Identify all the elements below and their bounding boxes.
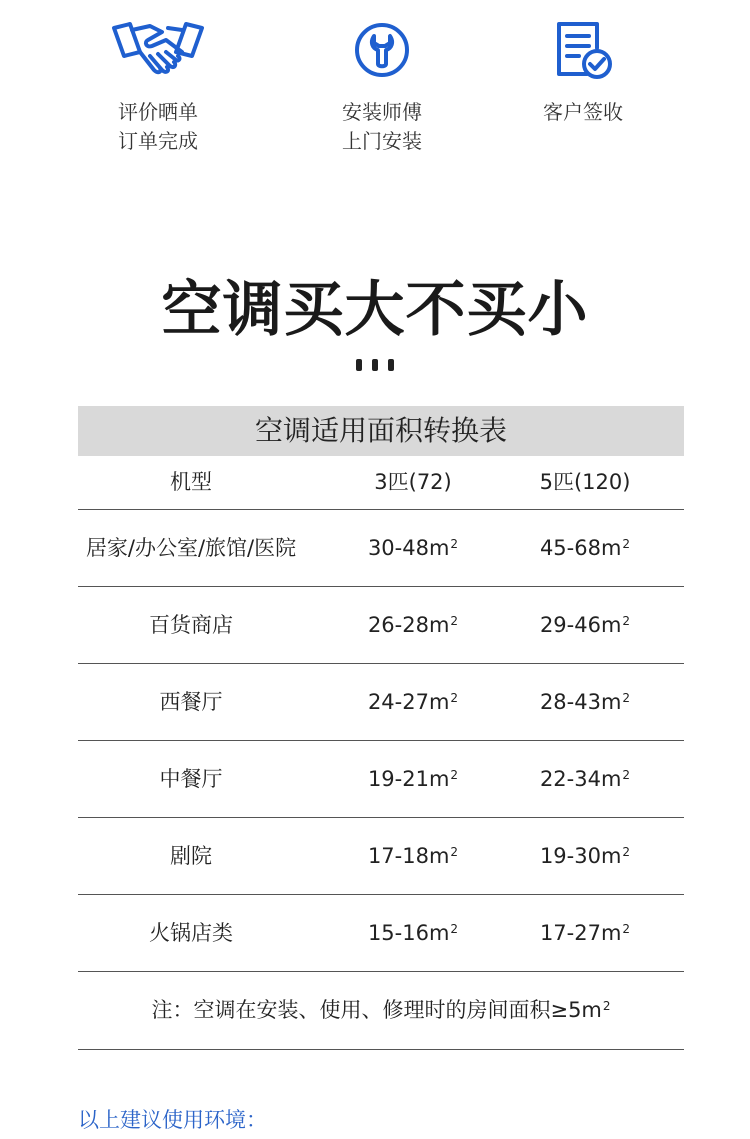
sign-document-icon	[483, 20, 683, 90]
wrench-icon	[282, 20, 482, 90]
table-row	[78, 741, 684, 818]
table-row	[78, 895, 684, 972]
row-value-5hp: $29-46m^2$	[539, 613, 631, 637]
row-value-3hp: $24-27m^2$	[367, 690, 459, 714]
table-header-row	[78, 456, 684, 510]
row-value-3hp: $15-16m^2$	[367, 921, 459, 945]
row-value-5hp: $28-43m^2$	[539, 690, 631, 714]
row-label: 火锅店类	[149, 921, 233, 945]
step-sign-line1: 客户签收	[543, 100, 623, 124]
table-note: 注：空调在安装、使用、修理时的房间面积$\ge 5m^2$	[78, 972, 684, 1050]
column-header-5hp: 5匹(120)	[539, 470, 631, 494]
divider-dots	[356, 359, 396, 371]
table-row	[78, 664, 684, 741]
row-value-5hp: $19-30m^2$	[539, 844, 631, 868]
step-review-line1: 评价晒单	[118, 100, 198, 124]
column-header-model: 机型	[170, 470, 212, 494]
row-label: 剧院	[170, 844, 212, 868]
row-value-3hp: $17-18m^2$	[367, 844, 459, 868]
row-value-5hp: $45-68m^2$	[539, 536, 631, 560]
table-row	[78, 818, 684, 895]
handshake-icon	[58, 20, 258, 90]
step-install	[282, 20, 482, 156]
row-value-3hp: $30-48m^2$	[367, 536, 459, 560]
step-sign	[483, 20, 683, 127]
row-value-3hp: $19-21m^2$	[367, 767, 459, 791]
row-value-5hp: $17-27m^2$	[539, 921, 631, 945]
row-label: 西餐厅	[159, 690, 223, 714]
step-install-line1: 安装师傅	[342, 100, 422, 124]
row-value-3hp: $26-28m^2$	[367, 613, 459, 637]
step-review	[58, 20, 258, 156]
order-steps	[0, 0, 750, 200]
page-title: 空调买大不买小	[161, 275, 589, 345]
row-label: 居家/办公室/旅馆/医院	[85, 536, 297, 560]
step-install-label	[282, 98, 482, 156]
step-review-line2: 订单完成	[118, 129, 198, 153]
column-header-3hp: 3匹(72)	[374, 470, 452, 494]
row-value-5hp: $22-34m^2$	[539, 767, 631, 791]
row-label: 百货商店	[149, 613, 233, 637]
table-row	[78, 587, 684, 664]
row-label: 中餐厅	[159, 767, 223, 791]
table-title: 空调适用面积转换表	[78, 406, 684, 456]
table-row	[78, 510, 684, 587]
step-sign-label	[483, 98, 683, 127]
step-review-label	[58, 98, 258, 156]
step-install-line2: 上门安装	[342, 129, 422, 153]
usage-section-heading: 以上建议使用环境：	[78, 1108, 267, 1132]
